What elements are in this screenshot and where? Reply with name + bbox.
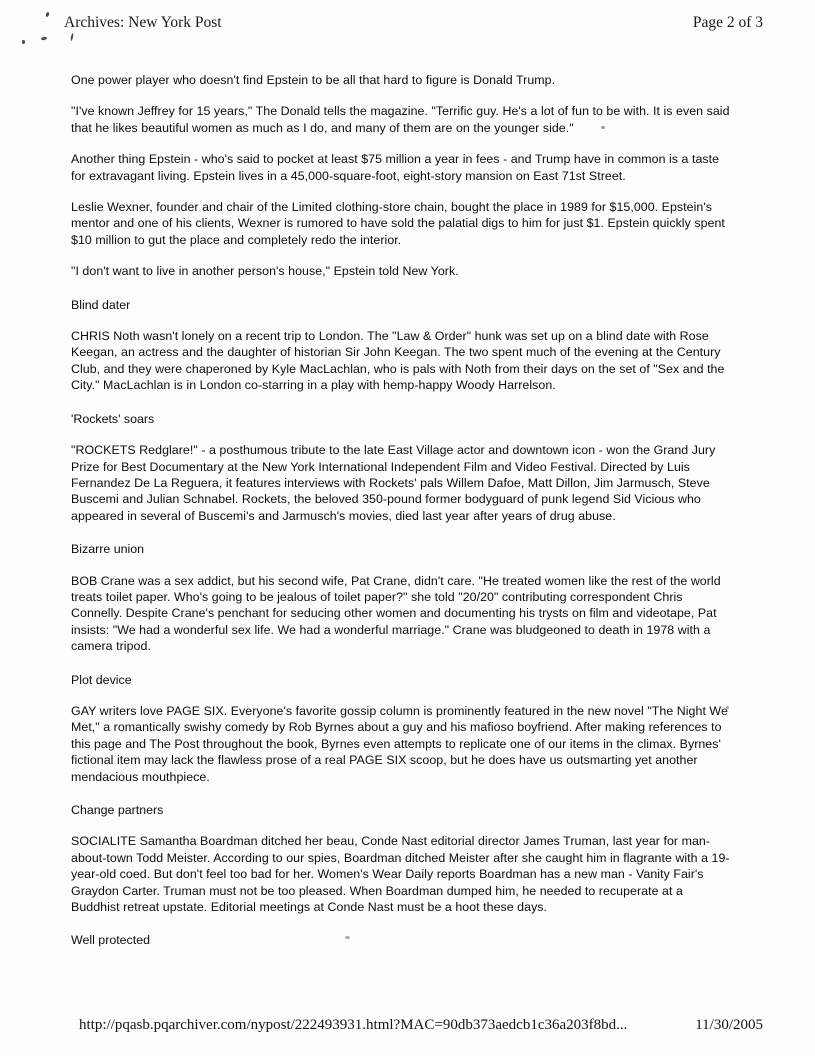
article-paragraph: One power player who doesn't find Epstein to be all that hard to figure is Donald Trump. (71, 73, 556, 87)
article-subheading: Change partners (71, 803, 164, 817)
article-body (71, 72, 734, 964)
article-paragraph: Leslie Wexner, founder and chair of the Limited clothing-store chain, bought the place in 1989 for $15,000. Epstein's mentor and one of his clients, Wexner is rumored to have sold the palatial digs to him for just $1. Epstein quickly spent $10 million to gut the place and completely redo the interior. (71, 200, 725, 247)
article-subheading: 'Rockets' soars (71, 411, 155, 426)
article-paragraph: SOCIALITE Samantha Boardman ditched her beau, Conde Nast editorial director James Truman, last year for man-about-town Todd Meister. According to our spies, Boardman ditched Meister after she caught him in flagrante with a 19-year-old coed. But don't feel too bad for her. Women's Wear Daily reports Boardman has a new man - Vanity Fair's Graydon Carter. Truman must not be too pleased. When Boardman dumped him, he needed to recuperate at a Buddhist retreat upstate. Editorial meetings at Conde Nast must be a hoot these days. (71, 834, 730, 915)
page-footer (0, 1012, 815, 1034)
article-paragraph: "I've known Jeffrey for 15 years," The Donald tells the magazine. "Terrific guy. He's a lot of fun to be with. It is even said that he likes beautiful women as much as I do, and many of them are on the younger side." (71, 104, 730, 135)
article-paragraph: GAY writers love PAGE SIX. Everyone's favorite gossip column is prominently featured in the new novel "The Night We Met," a romantically swishy comedy by Rob Byrnes about a guy and his mafioso boyfriend. After making references to this page and The Post throughout the book, Byrnes even attempts to replicate one of our items in the climax. Byrnes' fictional item may lack the flawless prose of a real PAGE SIX scoop, but he does have us outsmarting yet another mendacious mouthpiece. (71, 703, 728, 784)
page-number-label: Page 2 of 3 (692, 14, 763, 31)
scan-artifact-icon (22, 40, 25, 44)
page-header (0, 14, 815, 44)
article-subheading: Plot device (71, 672, 132, 687)
article-subheading: Bizarre union (71, 542, 145, 557)
article-paragraph: "ROCKETS Redglare!" - a posthumous tribute to the late East Village actor and downtown icon - won the Grand Jury Prize for Best Documentary at the New York International Independent Film and Video Festival. Directed by Luis Fernandez De La Reguera, it features interviews with Rockets' pals Willem Dafoe, Matt Dillon, Jim Jarmusch, Steve Buscemi and Julian Schnabel. Rockets, the beloved 350-pound former bodyguard of punk legend Sid Vicious who appeared in several of Buscemi's and Jarmusch's movies, died last year after years of drug abuse. (71, 443, 716, 523)
article-paragraph: BOB Crane was a sex addict, but his second wife, Pat Crane, didn't care. "He treated women like the rest of the world treats toilet paper. Who's going to be jealous of toilet paper?" she told "20/20" contributing correspondent Chris Connelly. Despite Crane's penchant for seducing other women and documenting his trysts on film and videotape, Pat insists: "We had a wonderful sex life. We had a wonderful marriage." Crane was bludgeoned to death in 1978 with a camera tripod. (71, 573, 721, 654)
print-date: 11/30/2005 (695, 1017, 763, 1033)
archive-title: Archives: New York Post (64, 14, 222, 31)
article-subheading: Blind dater (71, 297, 131, 312)
article-paragraph: Another thing Epstein - who's said to pocket at least $75 million a year in fees - and Trump have in common is a taste for extravagant living. Epstein lives in a 45,000-square-foot, eight-story mansion on East 71st Street. (71, 152, 720, 183)
article-paragraph: CHRIS Noth wasn't lonely on a recent trip to London. The "Law & Order" hunk was set up on a blind date with Rose Keegan, an actress and the daughter of historian Sir John Keegan. The two spent much of the evening at the Century Club, and they were chaperoned by Kyle MacLachlan, who is pals with Noth from their days on the set of "Sex and the City." MacLachlan is in London co-starring in a play with hemp-happy Woody Harrelson. (71, 329, 725, 393)
article-paragraph: "I don't want to live in another person's house," Epstein told New York. (71, 264, 459, 279)
source-url: http://pqasb.pqarchiver.com/nypost/222493931.html?MAC=90db373aedcb1c36a203f8bd... (79, 1017, 628, 1033)
article-subheading: Well protected (71, 933, 150, 948)
